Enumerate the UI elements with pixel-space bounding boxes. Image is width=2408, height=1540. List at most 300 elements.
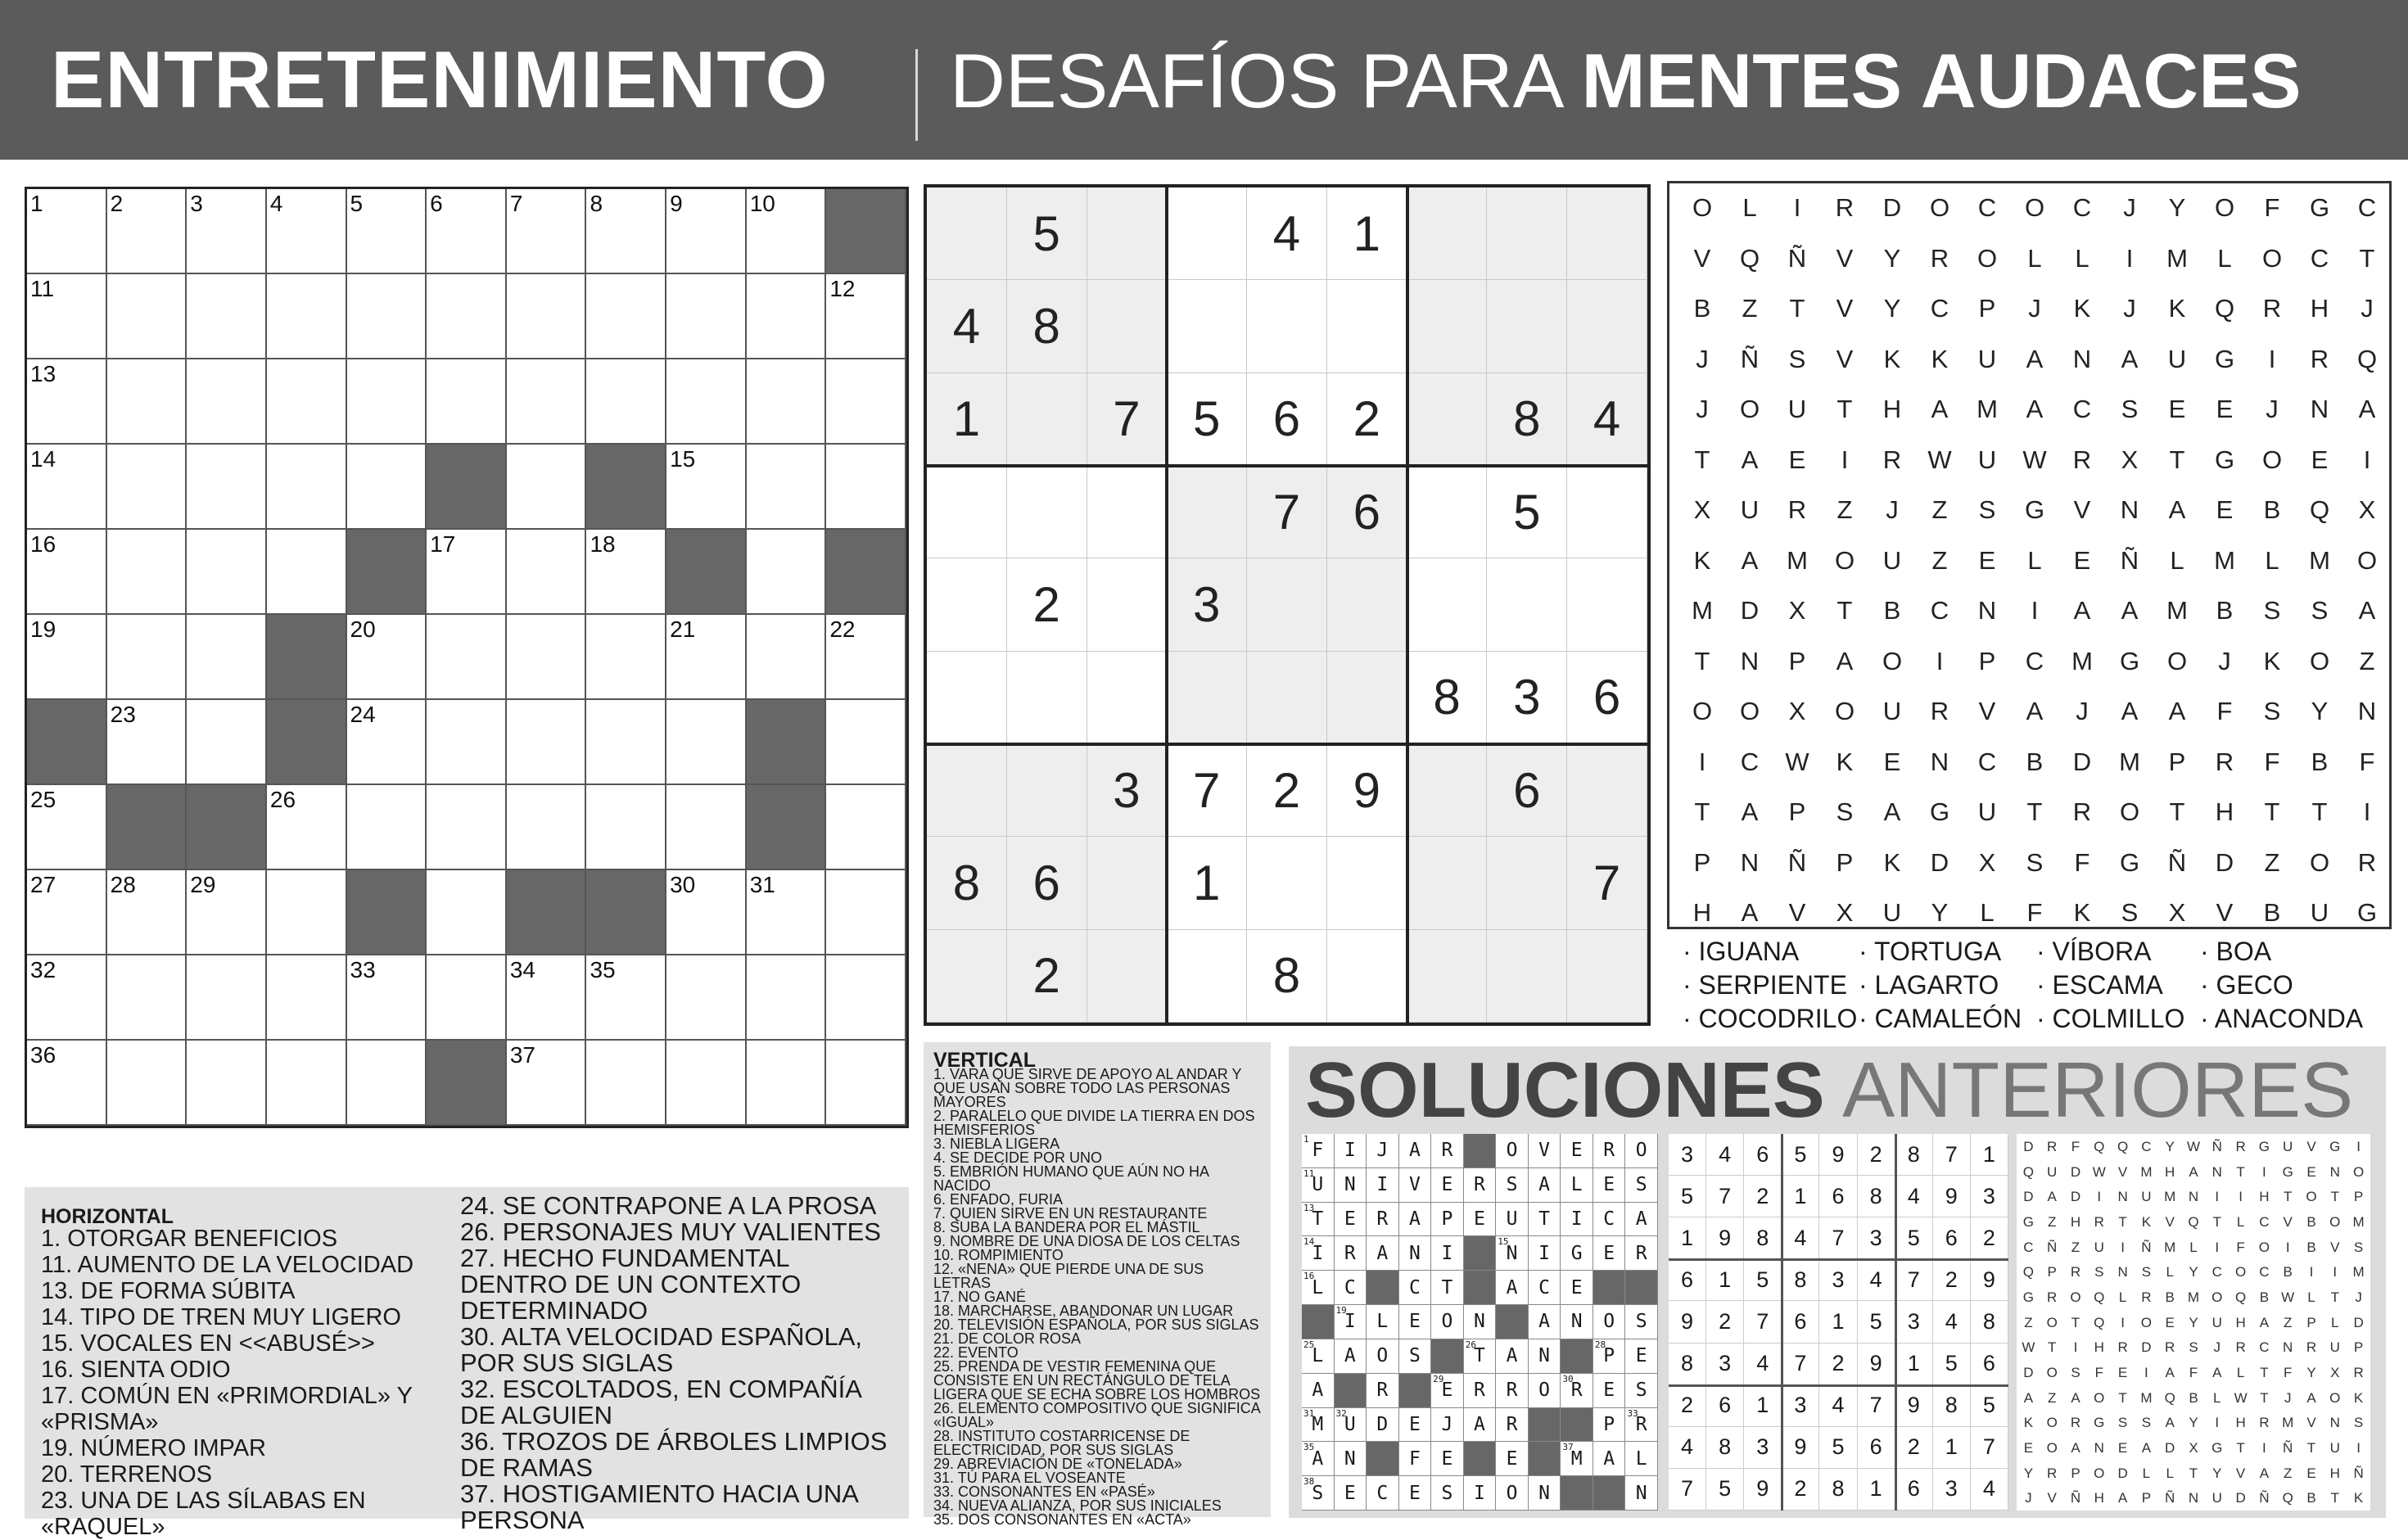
sudoku-box-line xyxy=(927,464,1647,467)
wordsearch-letter: U xyxy=(1977,797,1997,826)
solution-block xyxy=(1561,1408,1593,1443)
solution-wordsearch-letter: S xyxy=(2353,1239,2364,1255)
wordsearch-letter: O xyxy=(2261,243,2283,273)
solution-cell: E xyxy=(1496,1442,1529,1476)
sudoku-cell: 7 xyxy=(1087,373,1168,466)
wordsearch-letter: I xyxy=(2363,797,2371,826)
wordsearch-letter: Z xyxy=(1836,495,1853,524)
solution-number: 16 xyxy=(1303,1271,1315,1282)
solution-wordsearch-letter: N xyxy=(2283,1339,2293,1356)
crossword-cell xyxy=(27,955,107,1041)
wordsearch-letter: Ñ xyxy=(2167,847,2187,877)
wordsearch-letter: A xyxy=(1741,797,1759,826)
solution-cell: T xyxy=(1529,1203,1561,1237)
sudoku-cell: 6 xyxy=(1487,744,1567,837)
solution-wordsearch-letter: I xyxy=(2262,1163,2266,1180)
crossword-block xyxy=(107,785,187,870)
wordsearch-letter: C xyxy=(1930,596,1949,625)
solution-sudoku-cell: 7 xyxy=(1895,1259,1933,1301)
solution-wordsearch-letter: I xyxy=(2144,1365,2148,1380)
solution-wordsearch-letter: I xyxy=(2356,1139,2361,1154)
wordsearch-letter: O xyxy=(1834,697,1855,725)
wordsearch-letter: B xyxy=(2263,495,2281,524)
clue-item: 29. ABREVIACIÓN DE «TONELADA» xyxy=(933,1456,1182,1472)
solution-number: 19 xyxy=(1335,1305,1347,1316)
crossword-cell xyxy=(586,530,666,615)
solution-wordsearch-letter: N xyxy=(2094,1440,2104,1456)
crossword-number: 18 xyxy=(590,531,616,557)
crossword-cell xyxy=(666,359,747,445)
solution-wordsearch-letter: O xyxy=(2211,1289,2223,1305)
wordsearch-letter: Y xyxy=(1883,294,1901,323)
clue-item: 17. NO GANÉ xyxy=(933,1289,1027,1305)
sudoku-grid xyxy=(924,184,1651,1026)
sudoku-cell xyxy=(1167,652,1247,744)
crossword-cell xyxy=(427,785,507,870)
wordsearch-letter: F xyxy=(2359,747,2375,776)
crossword-cell xyxy=(507,530,587,615)
solution-wordsearch-letter: R xyxy=(2117,1339,2128,1356)
wordsearch-letter: R xyxy=(2262,294,2282,323)
solution-wordsearch-letter: R xyxy=(2235,1139,2246,1154)
sudoku-cell xyxy=(1327,558,1407,651)
crossword-cell xyxy=(666,189,747,274)
crossword-cell xyxy=(107,700,187,785)
sudoku-cell xyxy=(927,466,1007,558)
wordsearch-letter: A xyxy=(1741,445,1759,474)
solution-sudoku-cell: 6 xyxy=(1819,1176,1857,1217)
wordsearch-letter: K xyxy=(1883,344,1901,373)
solution-sudoku-cell: 3 xyxy=(1744,1427,1782,1469)
wordsearch-letter: R xyxy=(2072,445,2092,474)
wordsearch-letter: S xyxy=(2026,847,2044,877)
crossword-block xyxy=(826,189,906,274)
solution-wordsearch-letter: A xyxy=(2259,1465,2270,1481)
solution-wordsearch-letter: A xyxy=(2165,1415,2175,1431)
solution-cell: A xyxy=(1302,1374,1335,1408)
crossword-number: 24 xyxy=(350,702,376,727)
vertical-heading: VERTICAL xyxy=(933,1049,1036,1072)
crossword-cell xyxy=(27,530,107,615)
clue-item: 22. EVENTO xyxy=(933,1344,1019,1361)
wordsearch-letter: J xyxy=(2266,395,2279,423)
crossword-cell xyxy=(27,445,107,530)
solution-wordsearch-letter: A xyxy=(2306,1389,2316,1406)
solution-block xyxy=(1561,1339,1593,1374)
crossword-number: 16 xyxy=(30,531,56,557)
solution-sudoku-cell: 1 xyxy=(1895,1344,1933,1385)
clue-item: 9. NOMBRE DE UNA DIOSA DE LOS CELTAS xyxy=(933,1233,1240,1249)
solution-wordsearch-letter: T xyxy=(2236,1163,2245,1180)
sudoku-cell: 2 xyxy=(1247,744,1327,837)
wordsearch-letter: T xyxy=(2169,445,2185,474)
sudoku-cell xyxy=(927,930,1007,1023)
solution-sudoku-cell: 1 xyxy=(1819,1301,1857,1343)
solution-cell: J xyxy=(1367,1134,1399,1168)
solution-wordsearch-letter: O xyxy=(2070,1289,2081,1305)
crossword-grid xyxy=(25,187,909,1128)
sudoku-cell xyxy=(1487,558,1567,651)
horizontal-clues xyxy=(25,1187,909,1540)
solution-wordsearch-letter: I xyxy=(2215,1239,2220,1255)
crossword-cell xyxy=(747,445,827,530)
solution-cell: P 28 xyxy=(1593,1339,1626,1374)
solution-wordsearch-letter: U xyxy=(2283,1139,2293,1154)
wordsearch-letter: X xyxy=(1788,596,1806,625)
wordsearch-letter: K xyxy=(2073,294,2091,323)
solution-wordsearch-letter: R xyxy=(2165,1339,2175,1356)
clue-item: 21. DE COLOR ROSA xyxy=(933,1330,1082,1347)
solution-wordsearch-letter: K xyxy=(2023,1415,2034,1431)
crossword-block xyxy=(507,870,587,955)
solution-wordsearch-letter: B xyxy=(2259,1289,2270,1305)
clue-item: 24. SE CONTRAPONE A LA PROSA xyxy=(460,1191,877,1220)
sudoku-box-line xyxy=(1165,187,1168,1023)
wordsearch-letter: J xyxy=(2218,646,2231,675)
wordsearch-letter: F xyxy=(2216,697,2233,725)
wordsearch-word: · CAMALEÓN xyxy=(1859,1004,2022,1033)
clue-item: 32. ESCOLTADOS, EN COMPAÑÍA DE ALGUIEN xyxy=(460,1375,861,1429)
solution-number: 38 xyxy=(1303,1476,1315,1488)
solution-sudoku-cell: 6 xyxy=(1706,1385,1744,1427)
solution-number: 35 xyxy=(1303,1442,1315,1453)
solution-cell: N 15 xyxy=(1496,1236,1529,1271)
wordsearch-letter: P xyxy=(1788,797,1806,826)
sudoku-cell xyxy=(1487,187,1567,280)
solution-block xyxy=(1399,1374,1432,1408)
solution-wordsearch-letter: Y xyxy=(2023,1465,2034,1481)
wordsearch-word: · COCODRILO xyxy=(1683,1004,1858,1033)
wordsearch-letter: W xyxy=(1785,747,1809,776)
sudoku-cell: 8 xyxy=(1487,373,1567,466)
solution-wordsearch-letter: Ñ xyxy=(2070,1490,2081,1506)
solution-sudoku-cell: 4 xyxy=(1744,1344,1782,1385)
wordsearch-letter: X xyxy=(1788,697,1806,725)
solution-cell: T 26 xyxy=(1464,1339,1497,1374)
wordsearch-letter: T xyxy=(2264,797,2280,826)
solution-sudoku-cell: 9 xyxy=(1744,1469,1782,1511)
crossword-number: 6 xyxy=(430,191,443,216)
sudoku-cell xyxy=(1407,187,1488,280)
solution-wordsearch-letter: A xyxy=(2212,1365,2222,1380)
sudoku-cell xyxy=(1087,652,1168,744)
crossword-number: 10 xyxy=(749,191,775,216)
solution-wordsearch-letter: M xyxy=(2164,1239,2176,1255)
sudoku-cell: 3 xyxy=(1167,558,1247,651)
wordsearch-letter: O xyxy=(2356,545,2378,575)
sudoku-cell xyxy=(1487,930,1567,1023)
crossword-block xyxy=(586,445,666,530)
sudoku-cell xyxy=(1327,930,1407,1023)
crossword-cell xyxy=(747,274,827,359)
solution-sudoku-cell: 3 xyxy=(1669,1134,1706,1176)
wordsearch-letter: L xyxy=(2075,243,2089,273)
crossword-cell xyxy=(107,359,187,445)
solution-sudoku-cell: 4 xyxy=(1669,1427,1706,1469)
solution-cell: L xyxy=(1367,1305,1399,1339)
solution-cell: G xyxy=(1561,1236,1593,1271)
wordsearch-letter: E xyxy=(2216,395,2234,423)
sudoku-cell: 5 xyxy=(1167,373,1247,466)
crossword-cell xyxy=(747,359,827,445)
wordsearch-letter: X xyxy=(1978,847,1996,877)
solution-wordsearch-letter: Y xyxy=(2212,1465,2222,1481)
solution-sudoku-cell: 9 xyxy=(1971,1259,2008,1301)
solution-wordsearch-letter: P xyxy=(2306,1314,2316,1330)
crossword-cell xyxy=(347,615,427,700)
solution-cell: O xyxy=(1625,1134,1658,1168)
sudoku-cell xyxy=(1407,280,1488,373)
wordsearch-letter: C xyxy=(1977,747,1997,776)
sudoku-cell: 7 xyxy=(1567,837,1647,929)
solution-cell: T 13 xyxy=(1302,1203,1335,1237)
solution-wordsearch-letter: A xyxy=(2047,1189,2057,1205)
crossword-cell xyxy=(826,785,906,870)
wordsearch-letter: J xyxy=(2123,294,2136,323)
solution-wordsearch-letter: Ñ xyxy=(2211,1139,2222,1154)
crossword-cell xyxy=(187,359,267,445)
wordsearch-letter: F xyxy=(2026,898,2043,927)
wordsearch-letter: Z xyxy=(1931,495,1948,524)
sudoku-cell: 8 xyxy=(1407,652,1488,744)
wordsearch-letter: P xyxy=(1693,847,1711,877)
solution-wordsearch-letter: R xyxy=(2306,1339,2317,1356)
wordsearch-letter: A xyxy=(2168,697,2186,725)
solution-number: 15 xyxy=(1498,1236,1509,1248)
clue-item: 23. UNA DE LAS SÍLABAS EN «RAQUEL» xyxy=(41,1488,366,1540)
crossword-cell xyxy=(747,189,827,274)
wordsearch-letter: T xyxy=(2359,243,2375,273)
wordsearch-letter: E xyxy=(2168,395,2186,423)
solution-wordsearch-letter: I xyxy=(2215,1415,2220,1431)
crossword-cell xyxy=(586,359,666,445)
crossword-number: 27 xyxy=(30,872,56,897)
crossword-number: 22 xyxy=(829,616,856,642)
crossword-cell xyxy=(826,359,906,445)
wordsearch-letter: V xyxy=(1836,294,1854,323)
solution-wordsearch-letter: D xyxy=(2023,1365,2034,1380)
sudoku-cell: 1 xyxy=(927,373,1007,466)
solution-wordsearch-letter: L xyxy=(2166,1264,2174,1280)
solution-sudoku-cell: 2 xyxy=(1706,1301,1744,1343)
solution-wordsearch-letter: H xyxy=(2094,1490,2104,1506)
solution-wordsearch-letter: L xyxy=(2142,1465,2151,1481)
solution-sudoku-cell: 5 xyxy=(1782,1134,1819,1176)
wordsearch-letter: P xyxy=(1788,646,1806,675)
solution-wordsearch-letter: D xyxy=(2353,1314,2364,1330)
wordsearch-letter: A xyxy=(2121,697,2139,725)
solution-wordsearch-letter: Z xyxy=(2024,1314,2033,1330)
crossword-cell xyxy=(187,1041,267,1126)
clue-item: 4. SE DECIDE POR UNO xyxy=(933,1149,1103,1166)
solution-sudoku-cell: 9 xyxy=(1782,1427,1819,1469)
crossword-cell xyxy=(347,189,427,274)
crossword-number: 12 xyxy=(829,276,856,301)
solution-wordsearch-letter: E xyxy=(2117,1365,2128,1380)
wordsearch-letter: X xyxy=(2358,495,2376,524)
solution-sudoku-cell: 3 xyxy=(1895,1301,1933,1343)
clue-item: 20. TERRENOS xyxy=(41,1461,212,1488)
solution-sudoku-cell: 6 xyxy=(1971,1344,2008,1385)
solution-cell: E xyxy=(1561,1134,1593,1168)
clue-item: 5. EMBRIÓN HUMANO QUE AÚN NO HA NACIDO xyxy=(933,1163,1209,1194)
sudoku-cell: 6 xyxy=(1007,837,1087,929)
clue-item: 6. ENFADO, FURIA xyxy=(933,1191,1064,1208)
clue-item: 30. ALTA VELOCIDAD ESPAÑOLA, POR SUS SIGLAS xyxy=(460,1322,863,1377)
solution-sudoku-cell: 4 xyxy=(1782,1217,1819,1259)
solution-sudoku-cell: 8 xyxy=(1895,1134,1933,1176)
crossword-cell xyxy=(427,700,507,785)
solution-wordsearch-letter: T xyxy=(2330,1490,2339,1506)
solution-sudoku-cell: 8 xyxy=(1782,1259,1819,1301)
solution-sudoku-cell: 2 xyxy=(1858,1134,1895,1176)
crossword-cell xyxy=(27,1041,107,1126)
crossword-number: 17 xyxy=(430,531,456,557)
wordsearch-letter: C xyxy=(2310,243,2329,273)
solution-cell: E xyxy=(1561,1271,1593,1305)
solution-wordsearch-letter: U xyxy=(2329,1339,2340,1356)
crossword-number: 5 xyxy=(350,191,364,216)
wordsearch-letter: J xyxy=(1696,344,1709,373)
solution-wordsearch-letter: Z xyxy=(2071,1239,2080,1255)
wordsearch-letter: Z xyxy=(2359,646,2375,675)
solution-wordsearch-letter: D xyxy=(2165,1440,2175,1456)
solution-wordsearch-letter: T xyxy=(2260,1389,2269,1406)
solution-sudoku-cell: 2 xyxy=(1744,1176,1782,1217)
solution-sudoku-cell: 8 xyxy=(1744,1217,1782,1259)
wordsearch-letter: O xyxy=(1929,193,1950,222)
wordsearch-letter: Ñ xyxy=(1787,243,1807,273)
wordsearch-letter: V xyxy=(1788,898,1806,927)
solution-wordsearch-letter: D xyxy=(2141,1339,2152,1356)
solution-sudoku-cell: 3 xyxy=(1782,1385,1819,1427)
solution-wordsearch-letter: T xyxy=(2071,1314,2080,1330)
solution-cell: C xyxy=(1367,1476,1399,1511)
crossword-cell xyxy=(586,700,666,785)
solution-sudoku-cell: 6 xyxy=(1858,1427,1895,1469)
solution-sudoku-line xyxy=(1895,1134,1897,1511)
solution-wordsearch-letter: M xyxy=(2352,1214,2365,1230)
wordsearch-letter: E xyxy=(2216,495,2234,524)
solution-wordsearch-letter: N xyxy=(2329,1163,2340,1180)
solution-sudoku-cell: 5 xyxy=(1895,1217,1933,1259)
crossword-cell xyxy=(507,785,587,870)
wordsearch-letter: S xyxy=(2121,898,2139,927)
clue-item: 31. TÚ PARA EL VOSEANTE xyxy=(933,1470,1126,1486)
solution-number: 33 xyxy=(1627,1407,1638,1419)
solution-cell: O xyxy=(1367,1339,1399,1374)
solution-wordsearch-letter: J xyxy=(2025,1490,2032,1506)
solution-block xyxy=(1625,1271,1658,1305)
crossword-number: 37 xyxy=(509,1042,535,1068)
solution-wordsearch-letter: L xyxy=(2118,1289,2127,1305)
wordsearch-word: · LAGARTO xyxy=(1859,970,1999,1000)
clue-item: 27. HECHO FUNDAMENTAL DENTRO DE UN CONTEXTO DETERMINADO xyxy=(460,1244,802,1325)
wordsearch-letter: J xyxy=(2361,294,2374,323)
solution-cell: E xyxy=(1593,1168,1626,1203)
solution-wordsearch-letter: T xyxy=(2236,1440,2245,1456)
solution-cell: A 35 xyxy=(1302,1442,1335,1476)
crossword-cell xyxy=(826,615,906,700)
crossword-block xyxy=(267,700,347,785)
solution-sudoku-cell: 5 xyxy=(1933,1344,1971,1385)
sudoku-cell xyxy=(1007,744,1087,837)
solution-number: 25 xyxy=(1303,1339,1315,1350)
wordsearch-letter: A xyxy=(2121,344,2139,373)
solution-cell: F xyxy=(1399,1442,1432,1476)
solution-wordsearch-letter: Ñ xyxy=(2259,1490,2270,1506)
solution-wordsearch-letter: R xyxy=(2235,1339,2246,1356)
sudoku-cell: 8 xyxy=(1247,930,1327,1023)
wordsearch-letter: N xyxy=(1977,596,1997,625)
solution-wordsearch-letter: G xyxy=(2282,1163,2293,1180)
solution-sudoku-cell: 7 xyxy=(1782,1344,1819,1385)
wordsearch-letter: K xyxy=(2263,646,2281,675)
clue-item: 1. OTORGAR BENEFICIOS xyxy=(41,1226,338,1252)
wordsearch-letter: I xyxy=(2268,344,2276,373)
wordsearch-letter: R xyxy=(1787,495,1807,524)
crossword-cell xyxy=(826,274,906,359)
clue-item: 14. TIPO DE TREN MUY LIGERO xyxy=(41,1304,401,1330)
sudoku-cell xyxy=(1247,652,1327,744)
sudoku-cell xyxy=(1487,837,1567,929)
solution-cell: N xyxy=(1529,1339,1561,1374)
clue-item: 15. VOCALES EN <<ABUSÉ>> xyxy=(41,1330,375,1357)
clue-item: 12. «NENA» QUE PIERDE UNA DE SUS LETRAS xyxy=(933,1261,1204,1291)
solution-wordsearch-letter: Q xyxy=(2117,1139,2129,1154)
crossword-number: 28 xyxy=(110,872,136,897)
wordsearch-letter: T xyxy=(1836,395,1853,423)
solution-sudoku-cell: 7 xyxy=(1971,1427,2008,1469)
solution-cell: O xyxy=(1529,1374,1561,1408)
solution-wordsearch-letter: L xyxy=(2236,1365,2245,1380)
solution-wordsearch-letter: T xyxy=(2330,1189,2339,1205)
clue-item: 26. PERSONAJES MUY VALIENTES xyxy=(460,1217,881,1246)
wordsearch-letter: V xyxy=(1836,344,1854,373)
solution-wordsearch-letter: V xyxy=(2330,1239,2340,1255)
clue-item: 25. PRENDA DE VESTIR FEMENINA QUE CONSISTE EN UN RECTÁNGULO DE TELA LIGERA QUE SE ECHA SOBRE LOS HOMBROS xyxy=(933,1358,1261,1402)
horizontal-clues-right xyxy=(460,1193,902,1533)
clue-item: 11. AUMENTO DE LA VELOCIDAD xyxy=(41,1252,414,1278)
solution-block xyxy=(1529,1442,1561,1476)
solution-cell: F 1 xyxy=(1302,1134,1335,1168)
solution-wordsearch-letter: D xyxy=(2023,1189,2034,1205)
crossword-cell xyxy=(107,955,187,1041)
clue-item: 10. ROMPIMIENTO xyxy=(933,1247,1064,1263)
crossword-cell xyxy=(187,615,267,700)
sudoku-cell: 5 xyxy=(1007,187,1087,280)
solution-cell: E xyxy=(1431,1168,1464,1203)
crossword-cell xyxy=(747,955,827,1041)
wordsearch-letter: Y xyxy=(2168,193,2186,222)
wordsearch-letter: H xyxy=(1692,898,1712,927)
wordsearch-letter: P xyxy=(1836,847,1854,877)
clue-item: 37. HOSTIGAMIENTO HACIA UNA PERSONA xyxy=(460,1479,858,1534)
solution-wordsearch-letter: G xyxy=(2094,1415,2105,1431)
solution-sudoku-cell: 4 xyxy=(1971,1469,2008,1511)
solution-wordsearch-letter: F xyxy=(2071,1139,2080,1154)
solutions-title-light: ANTERIORES xyxy=(1824,1046,2354,1134)
clue-item: 7. QUIEN SIRVE EN UN RESTAURANTE xyxy=(933,1205,1208,1222)
solution-wordsearch-letter: H xyxy=(2329,1465,2340,1481)
sudoku-cell xyxy=(1407,373,1488,466)
solution-sudoku-cell: 5 xyxy=(1858,1301,1895,1343)
wordsearch-letter: G xyxy=(2356,898,2378,927)
crossword-cell xyxy=(427,189,507,274)
wordsearch-letter: Y xyxy=(2311,697,2329,725)
solution-sudoku-cell: 5 xyxy=(1819,1427,1857,1469)
solution-wordsearch-letter: A xyxy=(2189,1163,2198,1180)
